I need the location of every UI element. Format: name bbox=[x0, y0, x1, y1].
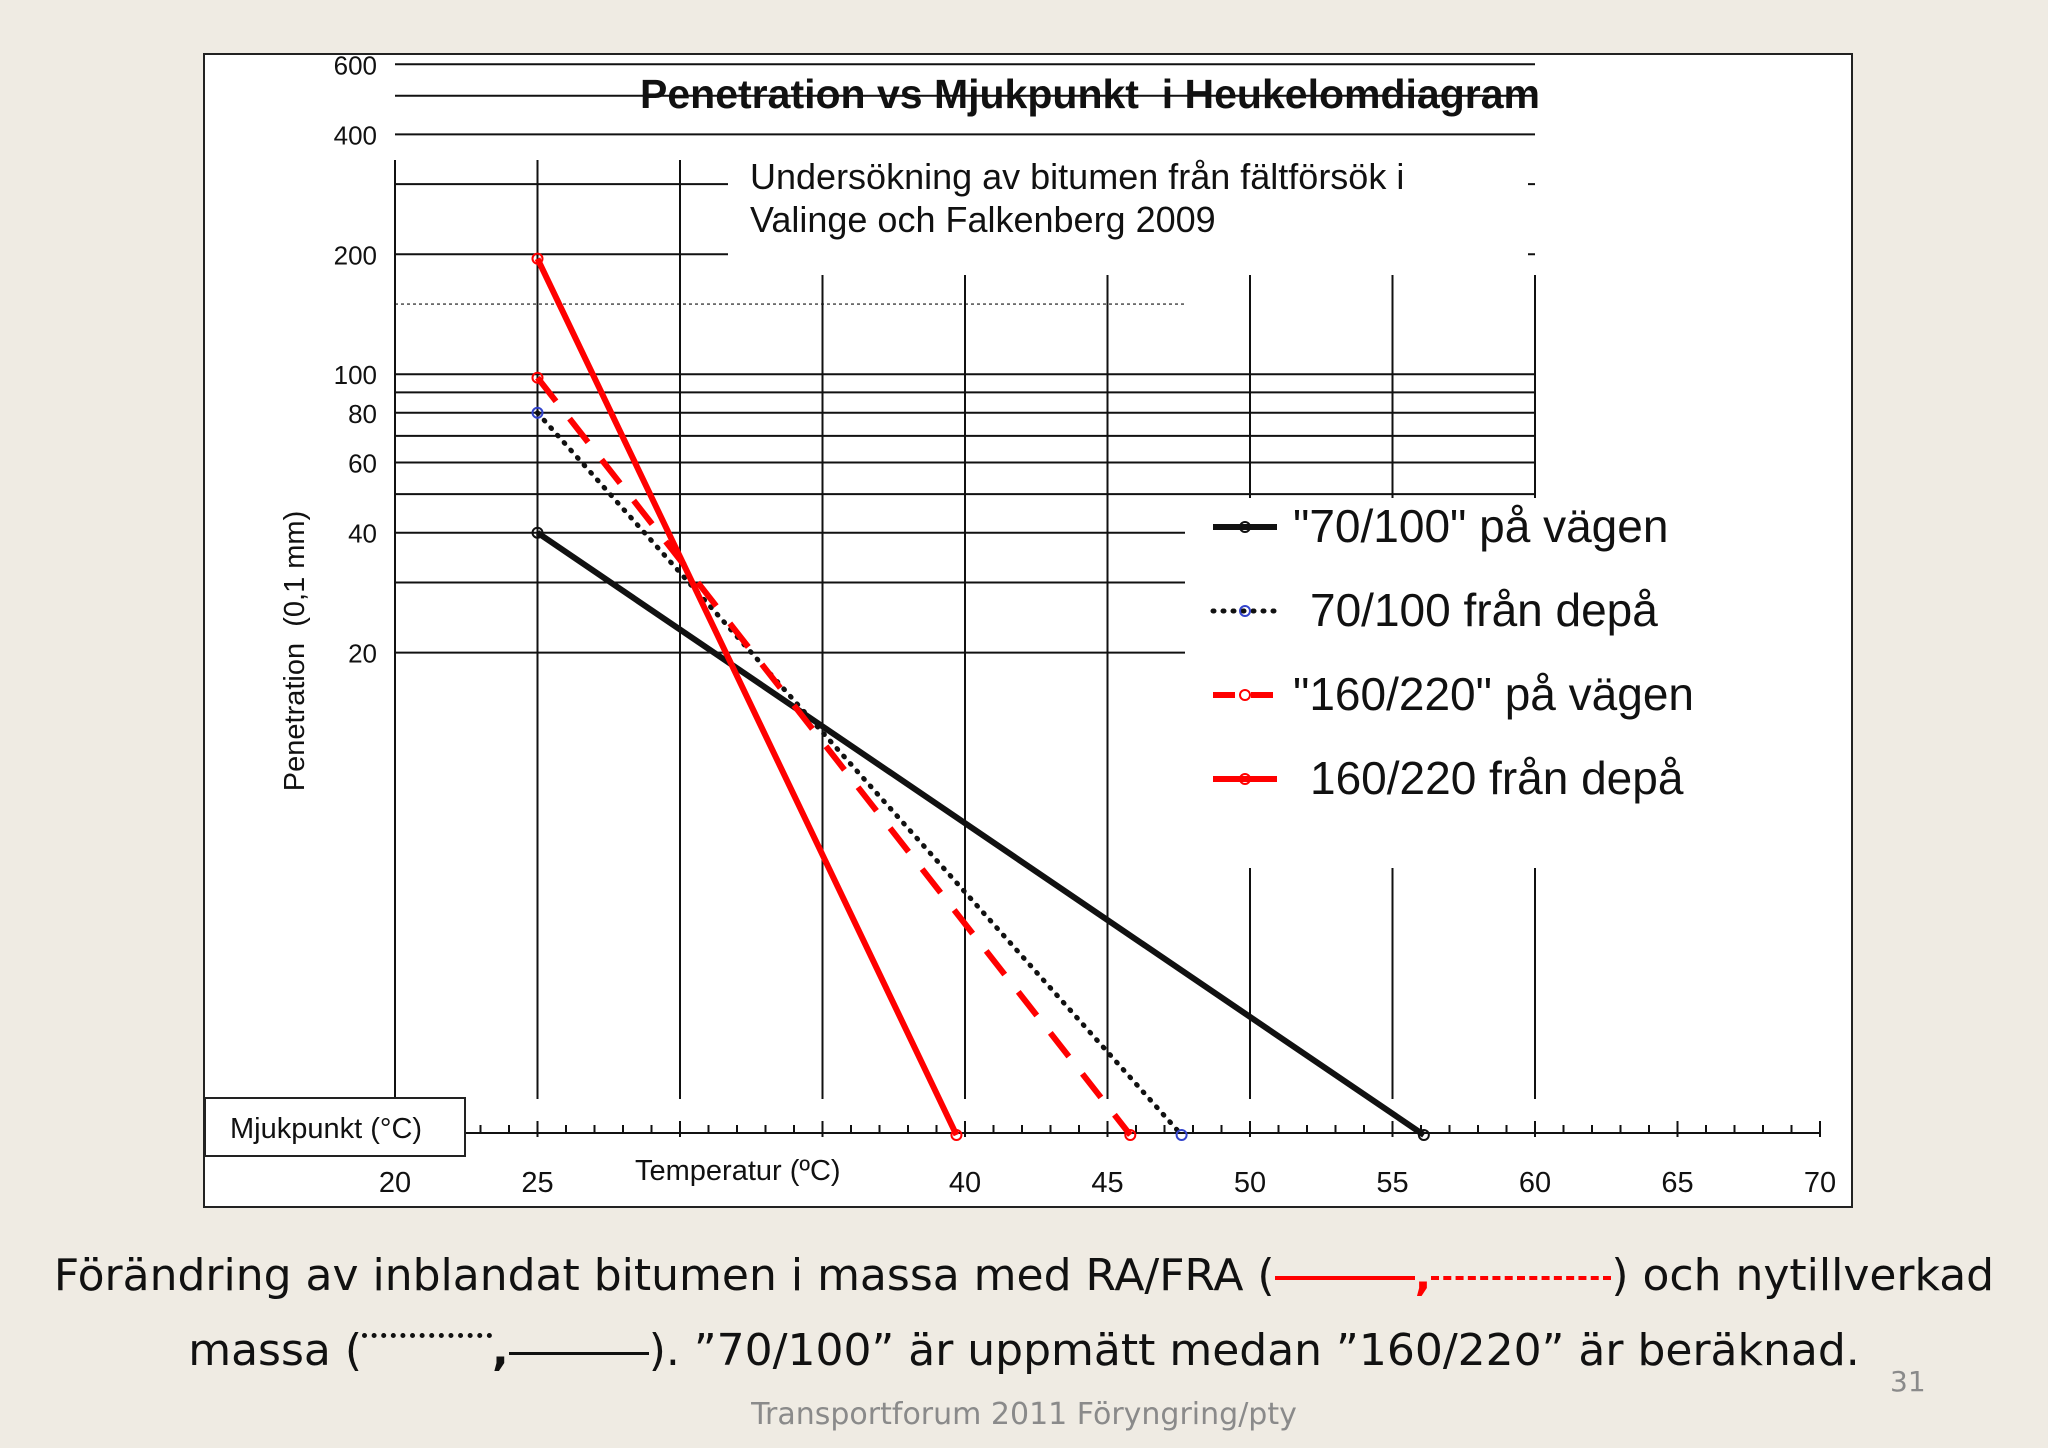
x-tick-label: 60 bbox=[1518, 1167, 1552, 1199]
black-solid-line-symbol bbox=[509, 1352, 649, 1355]
legend-label-4: 160/220 från depå bbox=[1310, 752, 1684, 804]
caption-line-2 bbox=[0, 1325, 2048, 1376]
legend-label-2: 70/100 från depå bbox=[1310, 584, 1658, 636]
x-tick-label: 50 bbox=[1233, 1167, 1267, 1199]
caption-text-2b: ). ”70/100” är uppmätt medan ”160/220” är beräknad. bbox=[648, 1325, 1860, 1376]
chart-subtitle-line-2: Valinge och Falkenberg 2009 bbox=[750, 199, 1216, 240]
x-axis-sublabel: Temperatur (ºC) bbox=[635, 1155, 841, 1187]
caption-comma-black: , bbox=[492, 1325, 509, 1376]
y-tick-label: 80 bbox=[348, 398, 377, 429]
slide-number: 31 bbox=[1890, 1365, 1926, 1398]
y-tick-label: 600 bbox=[333, 55, 377, 81]
y-tick-label: 200 bbox=[333, 240, 377, 271]
chart-panel bbox=[203, 53, 1853, 1208]
x-tick-label: 25 bbox=[521, 1167, 554, 1199]
y-axis-label: Penetration (0,1 mm) bbox=[279, 510, 311, 792]
caption-text-2a: massa ( bbox=[188, 1325, 363, 1376]
x-tick-label: 55 bbox=[1376, 1167, 1409, 1199]
y-tick-label: 60 bbox=[348, 448, 377, 479]
y-tick-label: 40 bbox=[348, 518, 377, 549]
y-tick-label: 20 bbox=[348, 638, 377, 669]
x-tick-label: 20 bbox=[378, 1167, 412, 1199]
red-solid-line-symbol bbox=[1275, 1276, 1415, 1280]
caption-text-1b: ) och nytillverkad bbox=[1611, 1250, 1995, 1301]
red-dashed-line-symbol bbox=[1431, 1276, 1611, 1280]
series-line-2 bbox=[538, 413, 1182, 1135]
caption-line-1 bbox=[0, 1250, 2048, 1301]
black-dotted-line-symbol bbox=[362, 1333, 492, 1338]
legend-label-3: "160/220" på vägen bbox=[1293, 668, 1694, 720]
y-tick-label: 400 bbox=[333, 120, 377, 151]
y-tick-label: 100 bbox=[333, 360, 377, 391]
caption-comma-red: , bbox=[1414, 1250, 1432, 1301]
x-tick-label: 65 bbox=[1661, 1167, 1694, 1199]
heukelom-chart bbox=[205, 55, 1855, 1210]
x-axis-label: Mjukpunkt (°C) bbox=[230, 1113, 423, 1145]
footer-text: Transportforum 2011 Föryngring/pty bbox=[751, 1397, 1297, 1432]
chart-subtitle-line-1: Undersökning av bitumen från fältförsök i bbox=[750, 156, 1405, 197]
series-line-4 bbox=[538, 259, 957, 1135]
x-tick-label: 45 bbox=[1091, 1167, 1124, 1199]
x-tick-label: 40 bbox=[948, 1167, 982, 1199]
chart-title: Penetration vs Mjukpunkt i Heukelomdiagram bbox=[640, 71, 1540, 117]
x-tick-label: 70 bbox=[1803, 1167, 1837, 1199]
caption-text-1a: Förändring av inblandat bitumen i massa med RA/FRA ( bbox=[53, 1250, 1275, 1301]
legend-label-1: "70/100" på vägen bbox=[1293, 500, 1669, 552]
series-line-3 bbox=[538, 378, 1131, 1135]
